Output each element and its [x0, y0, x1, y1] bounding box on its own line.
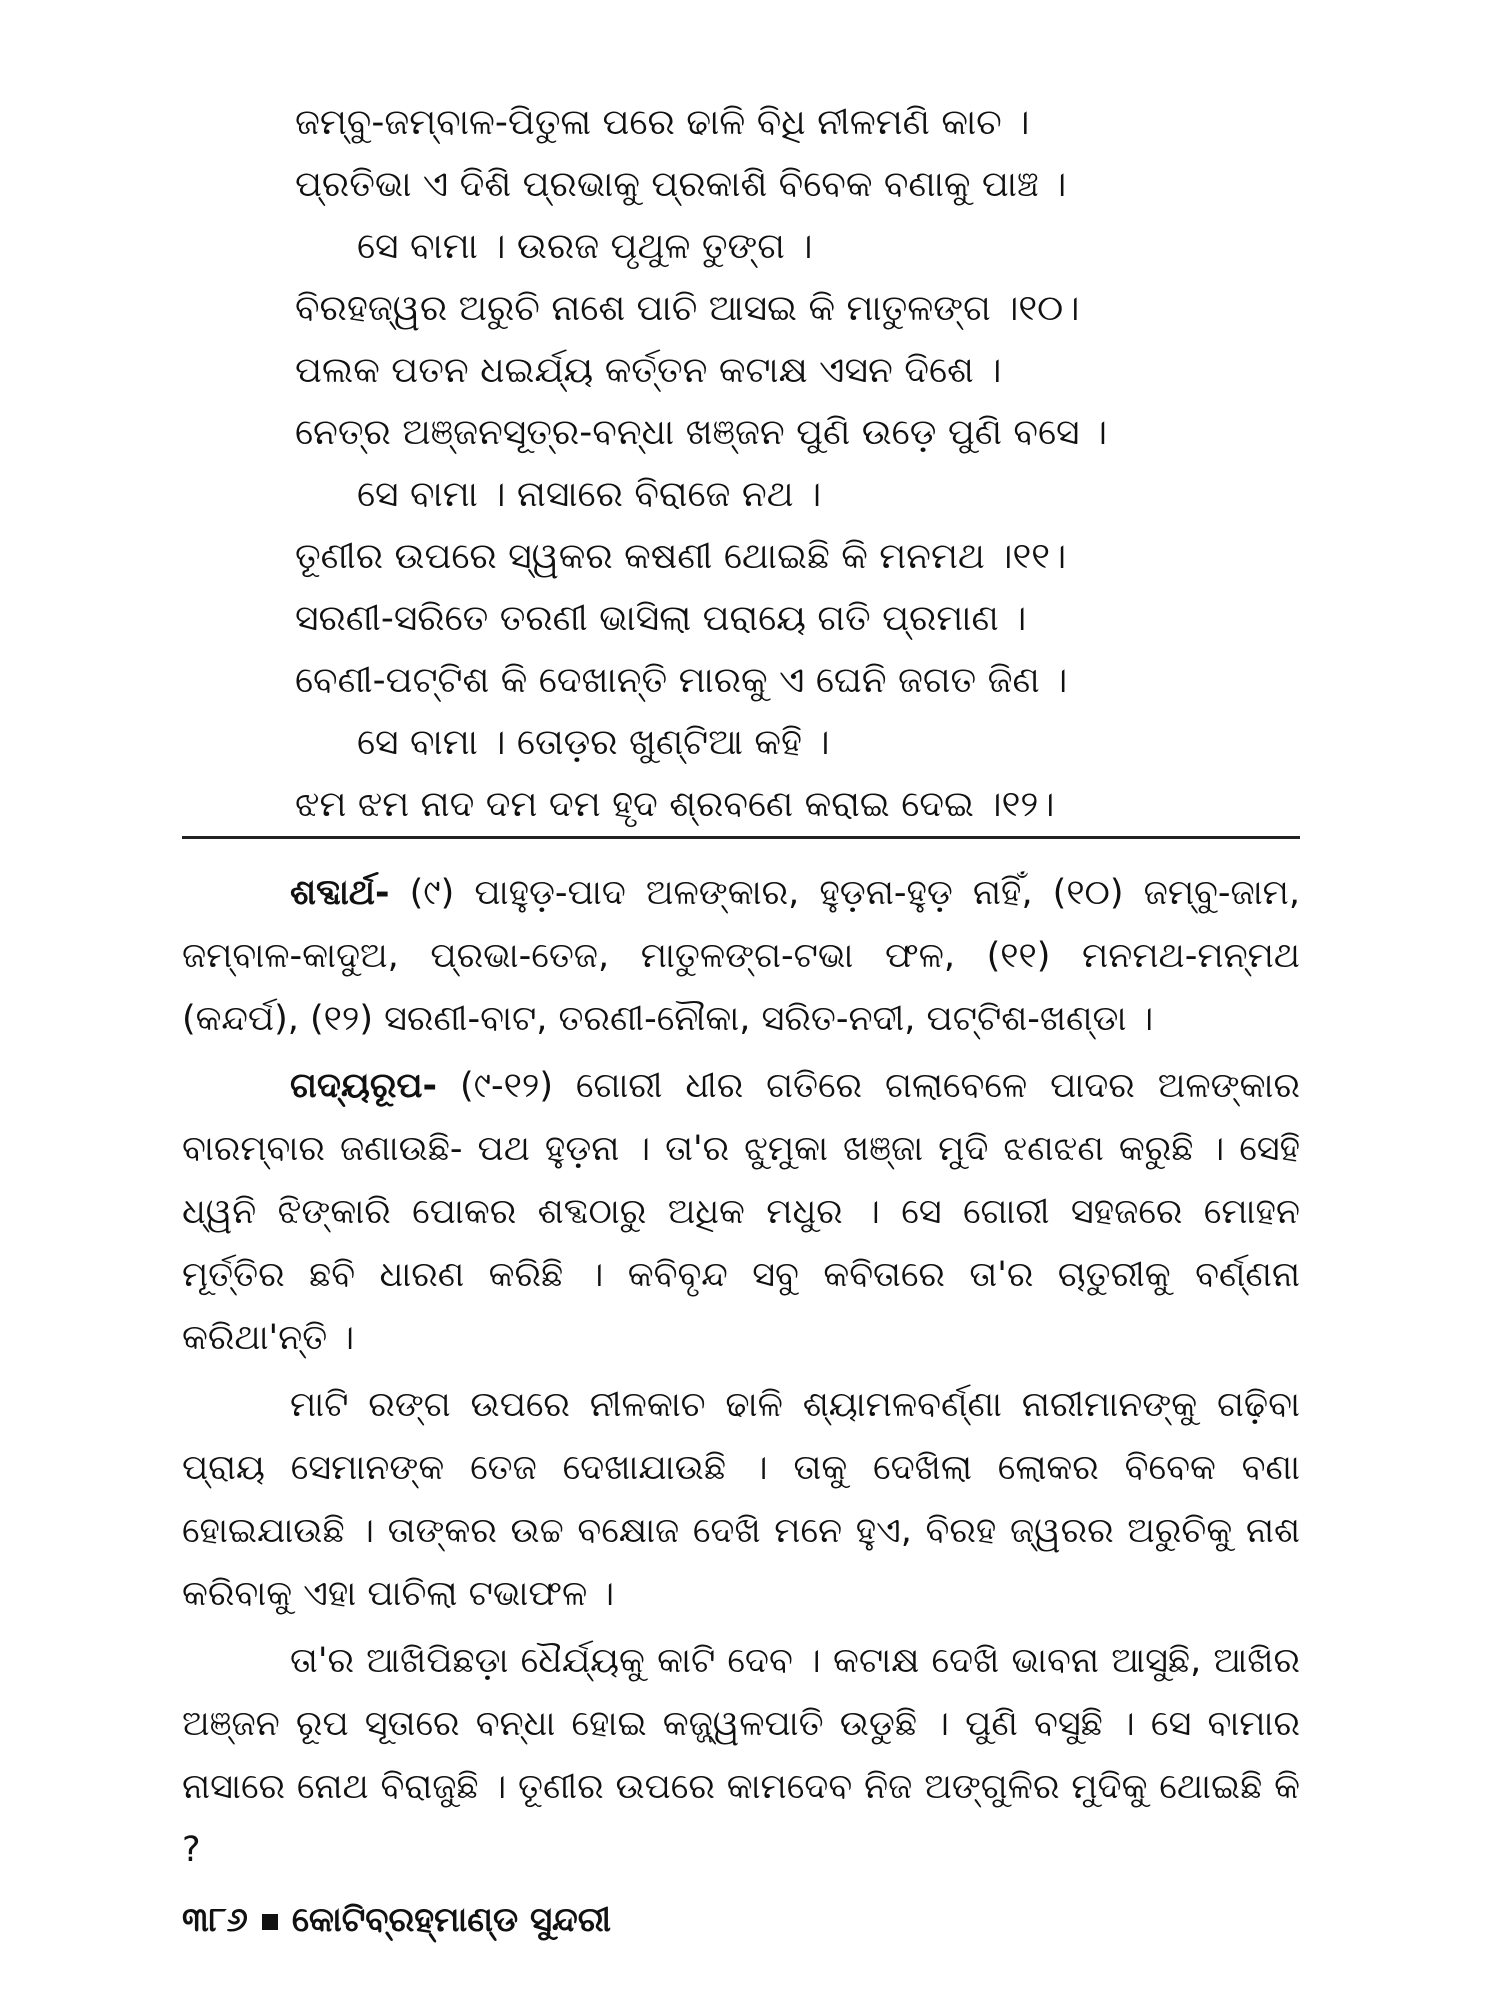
prose-paragraph: [182, 1055, 1300, 1370]
glossary-label: ଶବ୍ଦାର୍ଥ-: [290, 873, 390, 913]
commentary-block: [182, 862, 1300, 1886]
page-number: ୩୮୬: [182, 1900, 248, 1940]
verse-line: ନେତ୍ର ଅଞ୍ଜନସୂତ୍ର-ବନ୍ଧା ଖଞ୍ଜନ ପୁଣି ଉଡ଼େ ପୁଣି ବସେ ।: [295, 412, 1108, 453]
prose-text: (୯-୧୨) ଗୋରୀ ଧୀର ଗତିରେ ଗଲାବେଳେ ପାଦର ଅଳଙ୍କାର ବାରମ୍ବାର ଜଣାଉଛି- ପଥ ହୁଡ଼ନା । ତା'ର ଝୁମୁକା ଖଞ୍ଜା ମୁଦି ଝଣଝଣ କରୁଛି । ସେହି ଧ୍ୱନି ଝିଙ୍କାରି ପୋକର ଶବ୍ଦଠାରୁ ଅଧିକ ମଧୁର । ସେ ଗୋରୀ ସହଜରେ ମୋହନ ମୂର୍ତ୍ତିର ଛବି ଧାରଣ କରିଛି । କବିବୃନ୍ଦ ସବୁ କବିତାରେ ତା'ର ଚାତୁରୀକୁ ବର୍ଣ୍ଣନା କରିଥା'ନ୍ତି ।: [182, 1066, 1300, 1358]
verse-refrain: ସେ ବାମା । ତୋଡ଼ର ଖୁଣ୍ଟିଆ କହି ।: [357, 722, 830, 763]
verse-line: ଝମ ଝମ ନାଦ ଦମ ଦମ ହୃଦ ଶ୍ରବଣେ କରାଇ ଦେଇ ।୧୨।: [295, 784, 1055, 825]
prose-paragraph-3: ତା'ର ଆଖିପିଛଡ଼ା ଧୈର୍ଯ୍ୟକୁ କାଟି ଦେବ । କଟାକ୍ଷ ଦେଖି ଭାବନା ଆସୁଛି, ଆଖିର ଅଞ୍ଜନ ରୂପ ସୂତାରେ ବନ୍ଧା ହୋଇ କଜ୍ଜ୍ୱଳପାତି ଉଡୁଛି । ପୁଣି ବସୁଛି । ସେ ବାମାର ନାସାରେ ନୋଥ ବିରାଜୁଛି । ତୂଣୀର ଉପରେ କାମଦେବ ନିଜ ଅଙ୍ଗୁଳିର ମୁଦିକୁ ଥୋଇଛି କି ?: [182, 1641, 1300, 1870]
verse-line: ସରଣୀ-ସରିତେ ତରଣୀ ଭାସିଲା ପରାୟେ ଗତି ପ୍ରମାଣ ।: [295, 598, 1027, 639]
glossary-text: (୯) ପାହୁଡ଼-ପାଦ ଅଳଙ୍କାର, ହୁଡ଼ନା-ହୁଡ଼ ନାହିଁ, (୧୦) ଜମ୍ବୁ-ଜାମ, ଜମ୍ବାଳ-କାଦୁଅ, ପ୍ରଭା-ତେଜ, ମାତୁଳଙ୍ଗ-ଟଭା ଫଳ, (୧୧) ମନମଥ-ମନ୍ମଥ (କନ୍ଦର୍ପ), (୧୨) ସରଣୀ-ବାଟ, ତରଣୀ-ନୌକା, ସରିତ-ନଦୀ, ପଟ୍ଟିଶ-ଖଣ୍ଡା ।: [182, 873, 1300, 1039]
prose-paragraph-2: ମାଟି ରଙ୍ଗ ଉପରେ ନୀଳକାଚ ଢାଳି ଶ୍ୟାମଳବର୍ଣ୍ଣା ନାରୀମାନଙ୍କୁ ଗଢ଼ିବା ପ୍ରାୟ ସେମାନଙ୍କ ତେଜ ଦେଖାଯାଉଛି । ତାକୁ ଦେଖିଲା ଲୋକର ବିବେକ ବଣା ହୋଇଯାଉଛି । ତାଙ୍କର ଉଚ୍ଚ ବକ୍ଷୋଜ ଦେଖି ମନେ ହୁଏ, ବିରହ ଜ୍ୱରର ଅରୁଚିକୁ ନାଶ କରିବାକୁ ଏହା ପାଚିଲା ଟଭାଫଳ ।: [182, 1385, 1300, 1614]
verse-line: ବେଣୀ-ପଟ୍ଟିଶ କି ଦେଖାନ୍ତି ମାରକୁ ଏ ଘେନି ଜଗତ ଜିଣ ।: [295, 660, 1068, 701]
book-title: କୋଟିବ୍ରହ୍ମାଣ୍ଡ ସୁନ୍ଦରୀ: [291, 1900, 611, 1940]
square-bullet-icon: [262, 1914, 278, 1930]
verse-line: ପ୍ରତିଭା ଏ ଦିଶି ପ୍ରଭାକୁ ପ୍ରକାଶି ବିବେକ ବଣାକୁ ପାଞ୍ଚ ।: [295, 164, 1067, 205]
verse-line: ପଲକ ପତନ ଧଇର୍ଯ୍ୟ କର୍ତ୍ତନ କଟାକ୍ଷ ଏସନ ଦିଶେ ।: [295, 350, 1002, 391]
section-divider: [182, 836, 1300, 839]
verse-refrain: ସେ ବାମା । ନାସାରେ ବିରାଜେ ନଥ ।: [357, 474, 822, 515]
verse-line: ଜମ୍ବୁ-ଜମ୍ବାଳ-ପିତୁଳା ପରେ ଢାଳି ବିଧି ନୀଳମଣି କାଚ ।: [295, 102, 1030, 143]
prose-label: ଗଦ୍ୟରୂପ-: [290, 1066, 438, 1106]
page-footer: [182, 1895, 611, 1945]
verse-block: [295, 92, 1315, 836]
verse-line: ତୂଣୀର ଉପରେ ସ୍ୱକର କଷଣୀ ଥୋଇଛି କି ମନମଥ ।୧୧।: [295, 536, 1067, 577]
glossary-paragraph: [182, 862, 1300, 1051]
verse-refrain: ସେ ବାମା । ଉରଜ ପୃଥୁଳ ତୁଙ୍ଗ ।: [357, 226, 813, 267]
verse-line: ବିରହଜ୍ୱର ଅରୁଚି ନାଶେ ପାଚି ଆସଇ କି ମାତୁଳଙ୍ଗ ।୧୦।: [295, 288, 1080, 329]
